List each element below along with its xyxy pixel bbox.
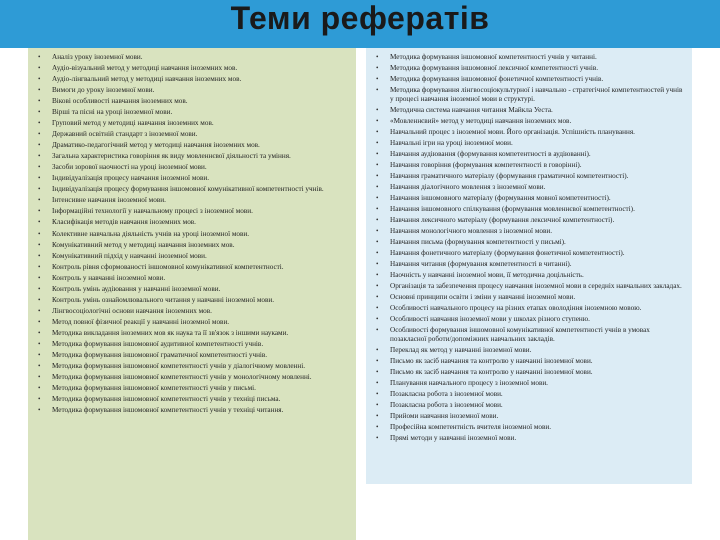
- topic-text: Навчання читання (формування компетентності в читанні).: [390, 260, 572, 269]
- topic-item: [34, 351, 350, 360]
- bullet-icon: •: [38, 328, 41, 337]
- topic-item: [34, 285, 350, 294]
- topic-text: Навчання монологічного мовлення з іноземної мови.: [390, 227, 553, 236]
- topic-text: Методика формування лінгвосоціокультурної і навчально - стратегічної компетентностей учнів у процесі навчання іноземної мови в структурі.: [390, 86, 683, 103]
- topic-item: [34, 406, 350, 415]
- topic-item: [372, 315, 686, 324]
- topic-item: [372, 304, 686, 313]
- bullet-icon: •: [38, 229, 41, 238]
- topic-item: [372, 227, 686, 236]
- topic-item: [34, 53, 350, 62]
- topic-text: Навчальний процес з іноземної мови. Його організація. Успішність планування.: [390, 127, 635, 136]
- topic-item: [372, 326, 686, 343]
- topic-item: [372, 139, 686, 148]
- topic-text: Навчання іншомовного матеріалу (формування мовної компетентності).: [390, 193, 611, 202]
- bullet-icon: •: [38, 53, 41, 61]
- topic-item: [372, 205, 686, 214]
- topic-text: Навчання лексичного матеріалу (формування лексичної компетентності).: [390, 216, 615, 225]
- topic-item: [372, 390, 686, 399]
- bullet-icon: •: [38, 185, 41, 194]
- bullet-icon: •: [38, 119, 41, 128]
- topic-item: [372, 249, 686, 258]
- topic-text: Переклад як метод у навчанні іноземної мови.: [390, 345, 532, 354]
- topic-text: Інформаційні технології у навчальному процесі з іноземної мови.: [52, 207, 253, 216]
- topic-text: Прямі методи у навчанні іноземної мови.: [390, 434, 517, 443]
- topic-text: Драматико-педагогічний метод у методиці навчання іноземних мов.: [52, 141, 260, 150]
- topic-item: [372, 117, 686, 126]
- topic-item: [34, 119, 350, 128]
- bullet-icon: •: [38, 361, 41, 370]
- bullet-icon: •: [376, 127, 379, 136]
- bullet-icon: •: [38, 86, 41, 95]
- topic-item: [372, 128, 686, 137]
- bullet-icon: •: [376, 193, 379, 202]
- topic-text: Груповий метод у методиці навчання іноземних мов.: [52, 119, 214, 128]
- topic-item: [372, 412, 686, 421]
- topic-text: Навчання діалогічного мовлення з іноземної мови.: [390, 182, 546, 191]
- topic-text: Письмо як засіб навчання та контролю у навчанні іноземної мови.: [390, 357, 593, 365]
- bullet-icon: •: [38, 141, 41, 150]
- topic-item: [372, 357, 686, 366]
- topic-item: [372, 434, 686, 443]
- bullet-icon: •: [376, 412, 379, 421]
- topic-text: Навчальні ігри на уроці іноземної мови.: [390, 138, 513, 147]
- topic-item: [34, 163, 350, 172]
- topic-item: [34, 296, 350, 305]
- topic-text: «Мовленнєвий» метод у методиці навчання іноземних мов.: [390, 116, 572, 125]
- topic-text: Метод повної фізичної реакції у навчанні іноземної мови.: [52, 317, 230, 326]
- topic-text: Професійна компетентність вчителя іноземної мови.: [390, 423, 552, 432]
- topic-text: Методика формування іншомовної фонетичної компетентності учнів.: [390, 75, 604, 84]
- topic-text: Колективне навчальна діяльність учнів на уроці іноземної мови.: [52, 229, 250, 238]
- topic-text: Загальна характеристика говоріння як виду мовленнєвої діяльності та уміння.: [52, 152, 291, 161]
- topic-text: Контроль умінь аудіювання у навчанні іноземної мови.: [52, 284, 221, 293]
- topic-text: Навчання говоріння (формування компетентності в говорінні).: [390, 160, 582, 169]
- topic-text: Навчання іншомовного спілкування (формування мовленнєвої компетентності).: [390, 205, 635, 213]
- topic-text: Прийоми навчання іноземної мови.: [390, 412, 499, 421]
- topic-item: [34, 130, 350, 139]
- topic-item: [34, 218, 350, 227]
- topic-text: Основні принципи освіти і зміни у навчанні іноземної мови.: [390, 293, 576, 302]
- bullet-icon: •: [376, 75, 379, 84]
- bullet-icon: •: [38, 97, 41, 106]
- topic-item: [372, 260, 686, 269]
- topic-item: [34, 207, 350, 216]
- bullet-icon: •: [376, 423, 379, 432]
- bullet-icon: •: [38, 108, 41, 117]
- right-topic-list: [372, 53, 686, 443]
- topic-item: [34, 263, 350, 272]
- topic-item: [372, 172, 686, 181]
- bullet-icon: •: [376, 149, 379, 158]
- topic-text: Методика формування іншомовної лексичної компетентності учнів.: [390, 64, 599, 73]
- topic-text: Особливості формування іншомовної комунікативної компетентності учнів в умовах позакласної роботи/допоміжних навчальних закладів.: [390, 326, 650, 343]
- topic-text: Засоби зорової наочності на уроці іноземної мови.: [52, 163, 207, 172]
- bullet-icon: •: [38, 240, 41, 249]
- bullet-icon: •: [376, 434, 379, 443]
- bullet-icon: •: [376, 357, 379, 365]
- bullet-icon: •: [376, 390, 379, 399]
- topic-item: [34, 185, 350, 194]
- left-topic-list: [34, 53, 350, 415]
- bullet-icon: •: [38, 196, 41, 205]
- bullet-icon: •: [376, 86, 379, 95]
- bullet-icon: •: [38, 317, 41, 326]
- bullet-icon: •: [376, 315, 379, 324]
- topic-text: Методика формування іншомовної компетентності учнів у техніці письма.: [52, 394, 281, 403]
- topic-text: Організація та забезпечення процесу навчання іноземної мови в середніх навчальних закладах.: [390, 282, 682, 291]
- bullet-icon: •: [376, 182, 379, 191]
- bullet-icon: •: [38, 130, 41, 139]
- bullet-icon: •: [38, 207, 41, 216]
- topic-text: Контроль у навчанні іноземної мови.: [52, 273, 166, 282]
- bullet-icon: •: [376, 345, 379, 354]
- bullet-icon: •: [38, 262, 41, 271]
- bullet-icon: •: [38, 339, 41, 348]
- bullet-icon: •: [376, 105, 379, 114]
- bullet-icon: •: [38, 218, 41, 227]
- topic-item: [372, 271, 686, 280]
- topic-item: [372, 75, 686, 84]
- bullet-icon: •: [376, 116, 379, 125]
- right-topic-column: [366, 48, 692, 484]
- topic-text: Аналіз уроку іноземної мови.: [52, 53, 143, 61]
- bullet-icon: •: [376, 271, 379, 280]
- topic-item: [34, 252, 350, 261]
- topic-text: Державний освітній стандарт з іноземної мови.: [52, 130, 198, 139]
- bullet-icon: •: [38, 372, 41, 381]
- topic-item: [34, 174, 350, 183]
- topic-item: [372, 161, 686, 170]
- topic-text: Особливості навчання іноземної мови у школах різного ступеню.: [390, 315, 590, 324]
- topic-item: [34, 395, 350, 404]
- bullet-icon: •: [38, 152, 41, 161]
- topic-text: Позакласна робота з іноземної мови.: [390, 390, 503, 399]
- bullet-icon: •: [376, 171, 379, 180]
- bullet-icon: •: [376, 64, 379, 73]
- topic-item: [34, 373, 350, 382]
- topic-item: [372, 183, 686, 192]
- topic-text: Методика формування іншомовної компетентності учнів у читанні.: [390, 53, 597, 61]
- topic-item: [34, 384, 350, 393]
- topic-item: [372, 401, 686, 410]
- bullet-icon: •: [38, 295, 41, 304]
- bullet-icon: •: [38, 273, 41, 282]
- topic-item: [34, 307, 350, 316]
- topic-text: Планування навчального процесу з іноземної мови.: [390, 379, 548, 388]
- topic-item: [34, 64, 350, 73]
- topic-item: [372, 86, 686, 103]
- bullet-icon: •: [376, 379, 379, 388]
- topic-text: Методика формування іншомовної компетентності учнів у письмі.: [52, 383, 256, 392]
- bullet-icon: •: [376, 249, 379, 258]
- bullet-icon: •: [38, 64, 41, 73]
- topic-item: [34, 241, 350, 250]
- topic-item: [34, 86, 350, 95]
- bullet-icon: •: [38, 174, 41, 183]
- bullet-icon: •: [376, 282, 379, 291]
- topic-text: Вікові особливості навчання іноземних мов.: [52, 97, 188, 106]
- bullet-icon: •: [376, 401, 379, 410]
- topic-text: Індивідуалізація процесу навчання іноземної мови.: [52, 174, 210, 183]
- topic-item: [34, 108, 350, 117]
- topic-text: Методика формування іншомовної компетентності учнів у монологічному мовленні.: [52, 372, 312, 381]
- topic-text: Контроль умінь ознайомлювального читання у навчанні іноземної мови.: [52, 295, 275, 304]
- bullet-icon: •: [376, 238, 379, 247]
- topic-text: Індивідуалізація процесу формування іншомовної комунікативної компетентності учнів.: [52, 185, 324, 194]
- topic-item: [34, 362, 350, 371]
- topic-text: Вірші та пісні на уроці іноземної мови.: [52, 108, 173, 117]
- topic-item: [372, 53, 686, 62]
- bullet-icon: •: [38, 350, 41, 359]
- topic-item: [372, 194, 686, 203]
- bullet-icon: •: [376, 293, 379, 302]
- topic-text: Методика формування іншомовної аудитивної компетентності учнів.: [52, 339, 264, 348]
- topic-text: Позакласна робота з іноземної мови.: [390, 401, 503, 410]
- topic-text: Вимоги до уроку іноземної мови.: [52, 86, 155, 95]
- topic-text: Аудіо-візуальний метод у методиці навчання іноземних мов.: [52, 64, 238, 73]
- bullet-icon: •: [38, 251, 41, 260]
- bullet-icon: •: [376, 260, 379, 269]
- left-topic-column: [28, 48, 356, 540]
- topic-item: [34, 329, 350, 338]
- bullet-icon: •: [376, 160, 379, 169]
- topic-item: [372, 106, 686, 115]
- topic-text: Навчання граматичного матеріалу (формування граматичної компетентності).: [390, 171, 629, 180]
- topic-text: Навчання аудіювання (формування компетентності в аудіюванні).: [390, 149, 591, 158]
- topic-item: [372, 238, 686, 247]
- topic-text: Методика формування іншомовної компетентності учнів у діалогічному мовленні.: [52, 361, 306, 370]
- topic-text: Лінгвосоціологічні основи навчання іноземних мов.: [52, 306, 212, 315]
- topic-text: Комунікативний підхід у навчанні іноземної мови.: [52, 251, 207, 260]
- topic-item: [372, 293, 686, 302]
- topic-text: Класифікація методів навчання іноземних мов.: [52, 218, 196, 227]
- topic-item: [372, 216, 686, 225]
- topic-text: Комунікативний метод у методиці навчання іноземних мов.: [52, 240, 235, 249]
- topic-item: [34, 141, 350, 150]
- bullet-icon: •: [376, 368, 379, 377]
- topic-item: [34, 152, 350, 161]
- bullet-icon: •: [376, 138, 379, 147]
- topic-item: [34, 196, 350, 205]
- bullet-icon: •: [376, 227, 379, 236]
- topic-text: Наочність у навчанні іноземної мови, її методична доцільність.: [390, 271, 584, 280]
- topic-item: [34, 318, 350, 327]
- topic-item: [34, 97, 350, 106]
- bullet-icon: •: [38, 394, 41, 403]
- topic-text: Аудіо-лінгвальний метод у методиці навчання іноземних мов.: [52, 75, 242, 84]
- bullet-icon: •: [376, 216, 379, 225]
- bullet-icon: •: [38, 383, 41, 392]
- bullet-icon: •: [376, 205, 379, 213]
- topic-item: [34, 75, 350, 84]
- topic-text: Особливості навчального процесу на різних етапах оволодіння іноземною мовою.: [390, 304, 642, 313]
- bullet-icon: •: [38, 406, 41, 414]
- topic-text: Інтенсивне навчання іноземної мови.: [52, 196, 166, 205]
- topic-text: Навчання фонетичного матеріалу (формування фонетичної компетентності).: [390, 249, 625, 258]
- topic-item: [372, 346, 686, 355]
- bullet-icon: •: [38, 163, 41, 172]
- topic-item: [372, 64, 686, 73]
- bullet-icon: •: [376, 53, 379, 61]
- topic-text: Контроль рівня сформованості іншомовної комунікативної компетентності.: [52, 262, 284, 271]
- bullet-icon: •: [38, 306, 41, 315]
- bullet-icon: •: [38, 284, 41, 293]
- topic-item: [372, 379, 686, 388]
- topic-text: Письмо як засіб навчання та контролю у навчанні іноземної мови.: [390, 368, 593, 377]
- topic-text: Методика викладання іноземних мов як наука та її зв'язок з іншими науками.: [52, 328, 289, 337]
- topic-text: Методика формування іншомовної граматичної компетентності учнів.: [52, 350, 268, 359]
- topic-item: [34, 274, 350, 283]
- topic-item: [34, 340, 350, 349]
- topic-item: [372, 282, 686, 291]
- topic-item: [372, 368, 686, 377]
- topic-text: Навчання письма (формування компетентності у письмі).: [390, 238, 566, 247]
- topic-text: Методична система навчання читання Майкла Уеста.: [390, 105, 553, 114]
- topic-text: Методика формування іншомовної компетентності учнів у техніці читання.: [52, 406, 284, 414]
- bullet-icon: •: [38, 75, 41, 84]
- topic-item: [372, 150, 686, 159]
- topic-item: [34, 230, 350, 239]
- topic-item: [372, 423, 686, 432]
- bullet-icon: •: [376, 304, 379, 313]
- bullet-icon: •: [376, 326, 379, 335]
- page-title: Теми рефератів: [230, 0, 490, 36]
